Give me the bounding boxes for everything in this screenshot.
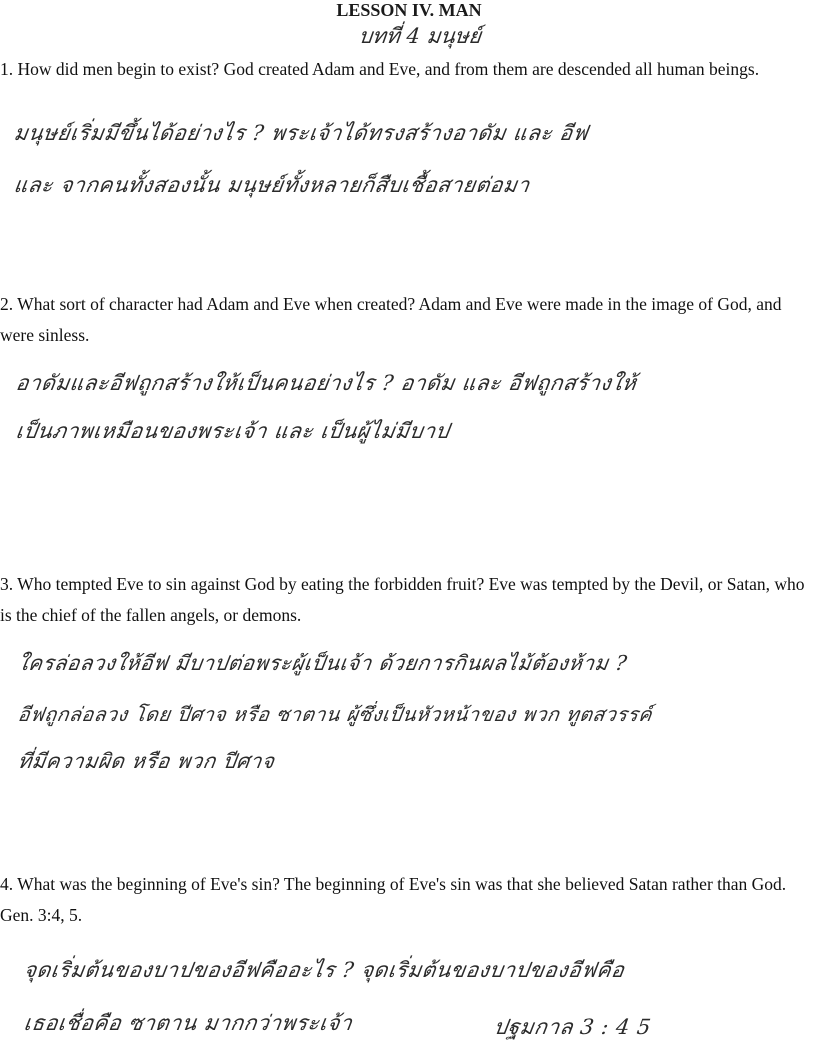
- question-4-bible-reference: ปฐมกาล 3 : 4 5: [492, 1015, 653, 1039]
- question-1-thai-line-2: และ จากคนทั้งสองนั้น มนุษย์ทั้งหลายก็สืบเชื้อสายต่อมา: [12, 173, 532, 197]
- question-4-thai-line-1: จุดเริ่มต้นของบาปของอีฟคืออะไร ? จุดเริ่มต้นของบาปของอีฟคือ: [22, 958, 627, 982]
- question-3-english: 3. Who tempted Eve to sin against God by eating the forbidden fruit? Eve was tempted by the Devil, or Satan, who is the chief of the fallen angels, or demons.: [0, 574, 805, 625]
- question-4-english: 4. What was the beginning of Eve's sin? The beginning of Eve's sin was that she believed Satan rather than God. Gen. 3:4, 5.: [0, 874, 787, 925]
- question-2-english: 2. What sort of character had Adam and Eve when created? Adam and Eve were made in the image of God, and were sinless.: [0, 294, 782, 345]
- question-2-thai-line-1: อาดัมและอีฟถูกสร้างให้เป็นคนอย่างไร ? อาดัม และ อีฟถูกสร้างให้: [14, 371, 639, 395]
- question-1-thai-line-1: มนุษย์เริ่มมีขึ้นได้อย่างไร ? พระเจ้าได้ทรงสร้างอาดัม และ อีฟ: [12, 121, 590, 145]
- question-1-english: 1. How did men begin to exist? God created Adam and Eve, and from them are descended all human beings.: [0, 59, 760, 79]
- lesson-title: LESSON IV. MAN: [336, 0, 482, 20]
- question-3-thai-line-3: ที่มีความผิด หรือ พวก ปีศาจ: [16, 749, 277, 773]
- question-3-thai-line-1: ใครล่อลวงให้อีฟ มีบาปต่อพระผู้เป็นเจ้า ด้วยการกินผลไม้ต้องห้าม ?: [16, 651, 629, 675]
- question-2-thai-line-2: เป็นภาพเหมือนของพระเจ้า และ เป็นผู้ไม่มีบาป: [14, 419, 452, 443]
- question-3-thai-line-2: อีฟถูกล่อลวง โดย ปีศาจ หรือ ซาตาน ผู้ซึ่งเป็นหัวหน้าของ พวก ทูตสวรรค์: [16, 703, 654, 726]
- question-4-thai-line-2: เธอเชื่อคือ ซาตาน มากกว่าพระเจ้า: [22, 1011, 355, 1035]
- lesson-title-thai: บทที่ 4 มนุษย์: [357, 24, 483, 48]
